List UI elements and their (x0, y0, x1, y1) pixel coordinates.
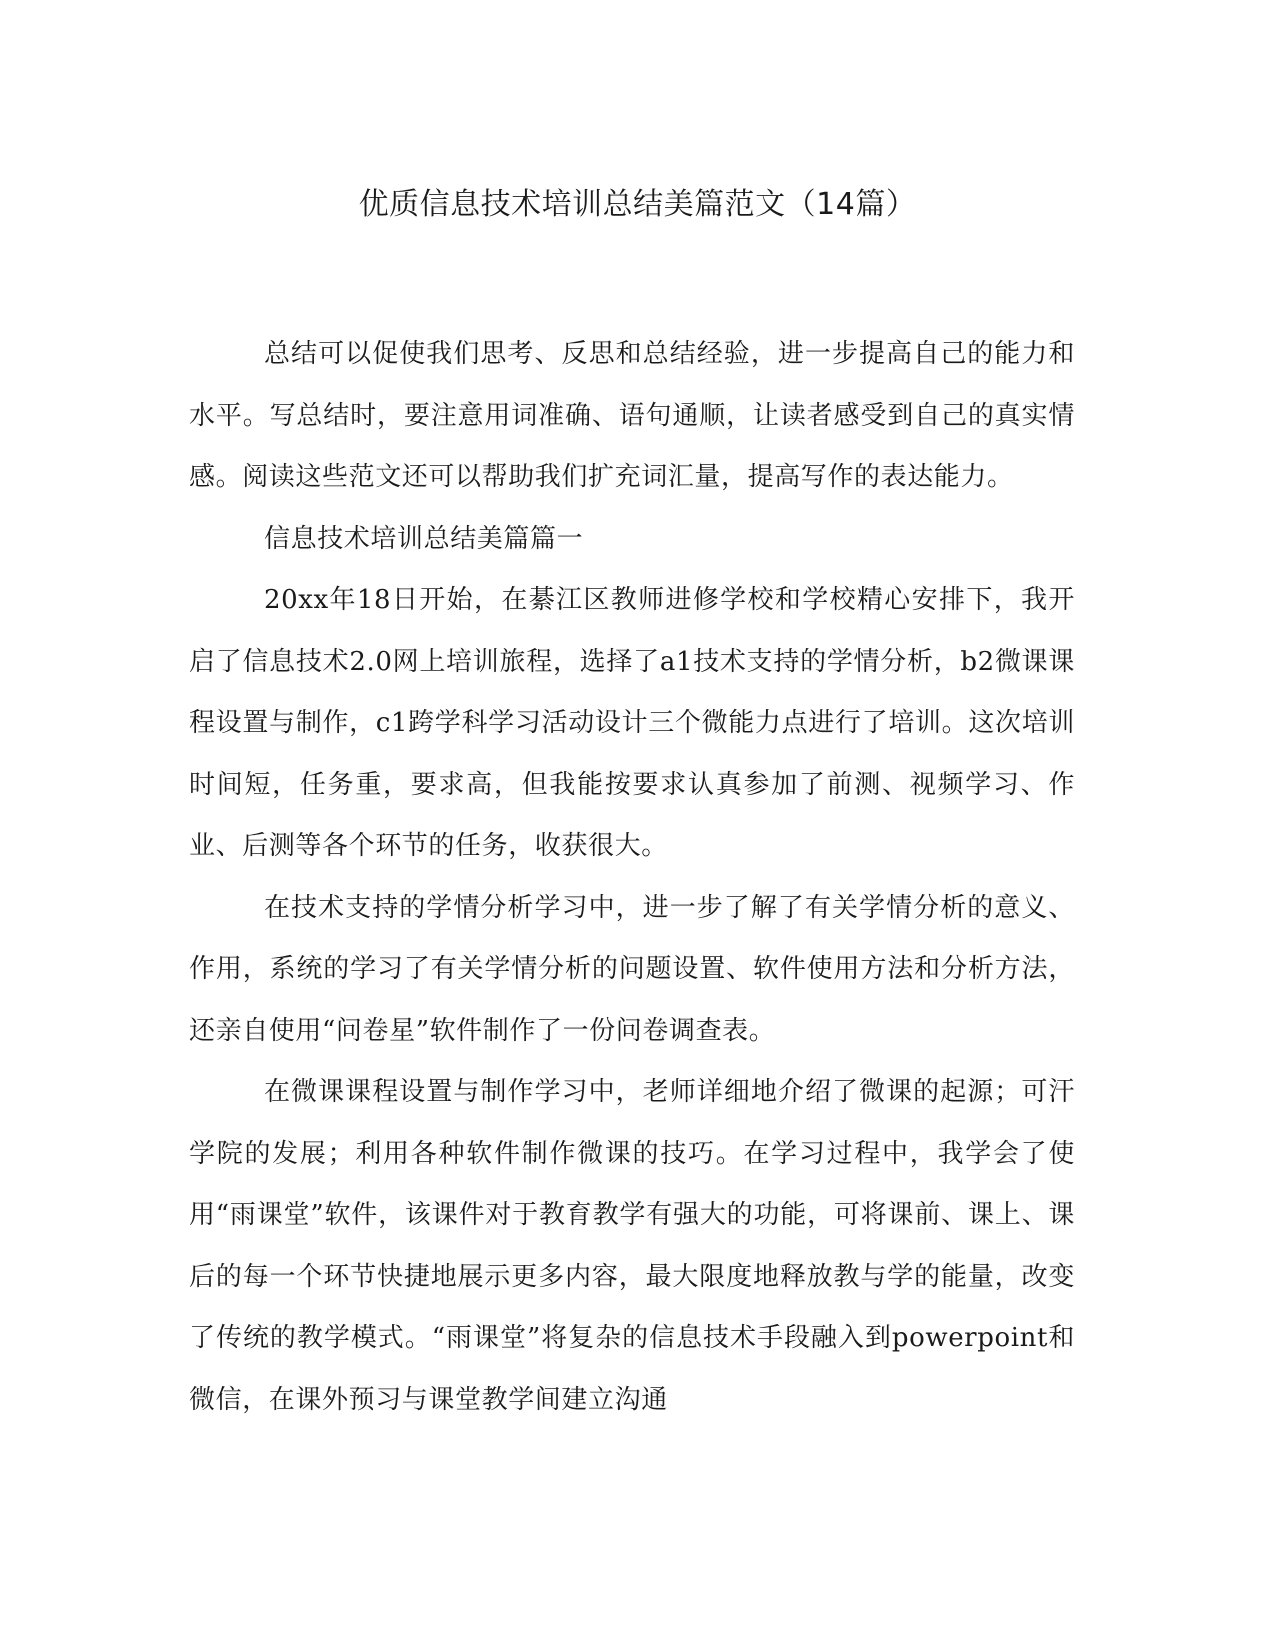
body-paragraph-1: 20xx年18日开始，在綦江区教师进修学校和学校精心安排下，我开启了信息技术2.0网上培训旅程，选择了a1技术支持的学情分析，b2微课课程设置与制作，c1跨学科学习活动设计三个微能力点进行了培训。这次培训时间短，任务重，要求高，但我能按要求认真参加了前测、视频学习、作业、后测等各个环节的任务，收获很大。 (189, 585, 1075, 861)
section-heading: 信息技术培训总结美篇篇一 (264, 523, 584, 554)
document-body (189, 324, 1075, 1431)
intro-paragraph: 总结可以促使我们思考、反思和总结经验，进一步提高自己的能力和水平。写总结时，要注意用词准确、语句通顺，让读者感受到自己的真实情感。阅读这些范文还可以帮助我们扩充词汇量，提高写作的表达能力。 (189, 339, 1075, 492)
body-paragraph-3: 在微课课程设置与制作学习中，老师详细地介绍了微课的起源；可汗学院的发展；利用各种软件制作微课的技巧。在学习过程中，我学会了使用“雨课堂”软件，该课件对于教育教学有强大的功能，可将课前、课上、课后的每一个环节快捷地展示更多内容，最大限度地释放教与学的能量，改变了传统的教学模式。“雨课堂”将复杂的信息技术手段融入到powerpoint和微信，在课外预习与课堂教学间建立沟通 (189, 1077, 1075, 1415)
body-paragraph-2: 在技术支持的学情分析学习中，进一步了解了有关学情分析的意义、作用，系统的学习了有关学情分析的问题设置、软件使用方法和分析方法，还亲自使用“问卷星”软件制作了一份问卷调查表。 (189, 892, 1075, 1046)
document-title: 优质信息技术培训总结美篇范文（14篇） (358, 187, 917, 222)
